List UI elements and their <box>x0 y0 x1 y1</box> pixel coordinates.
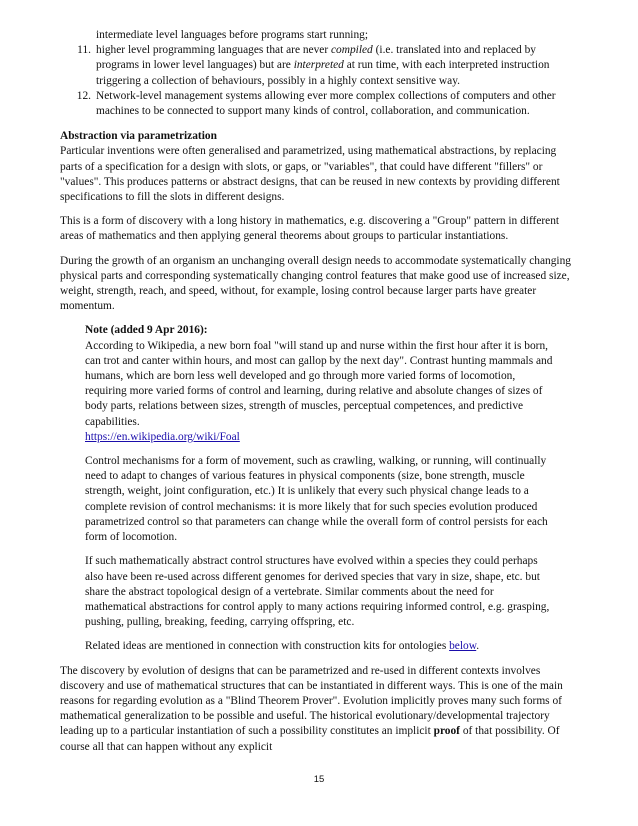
list-item-text: Network-level management systems allowing ever more complex collections of computers and other machines to be connected to support many kinds of control, collaboration, and communication. <box>96 89 556 118</box>
section-heading: Abstraction via parametrization <box>60 130 217 143</box>
note-paragraph-related <box>85 639 553 654</box>
numbered-list <box>60 28 580 119</box>
list-number: 11. <box>77 44 91 57</box>
related-text-end: . <box>476 640 480 653</box>
paragraph-parametrization: Particular inventions were often generalised and parametrized, using mathematical abstractions, by replacing parts of a specification for a design with slots, or gaps, or "variables", that could have different "fillers" or "values". This produces patterns or abstract designs, that can be reused in new contexts by providing different specifications to fill the slots in different designs. <box>60 145 560 204</box>
page-content <box>60 28 580 764</box>
bold-proof: proof <box>433 725 460 738</box>
emphasis-interpreted: interpreted <box>293 59 344 72</box>
final-text: The discovery by evolution of designs that can be parametrized and re-used in different contexts involves discovery and use of mathematical structures that can be instantiated in different ways. This is one of the main reasons for regarding evolution as a "Blind Theorem Prover". Evolution implicitly proves many such forms of mathematical generalization to be possible and useful. The historical evolutionary/developmental trajectory leading up to a particular instantiation of such a possibility constitutes an implicit <box>60 664 563 738</box>
note-block <box>85 323 553 654</box>
page-number: 15 <box>313 774 325 785</box>
related-text: Related ideas are mentioned in connection with construction kits for ontologies <box>85 640 450 653</box>
note-paragraph-abstract-structures: If such mathematically abstract control structures have evolved within a species they could perhaps also have been re-used across different genomes for derived species that vary in size, shape, etc. but share the abstract topological design of a vertebrate. Similar comments about the need for mathematical abstractions for control apply to many actions requiring informed control, e.g. grasping, pushing, pulling, breaking, feeding, carrying offspring, etc. <box>85 555 550 629</box>
list-item-text-a: higher level programming languages that are never <box>96 44 331 57</box>
list-item-text-c: (i.e. translated into and replaced by programs in lower level languages) but are <box>96 44 536 72</box>
note-paragraph-control: Control mechanisms for a form of movement, such as crawling, walking, or running, will continually need to adapt to changes of various features in physical components (size, bone strength, muscle strength, weight, joint configuration, etc.) It is unlikely that every such physical change leads to a complete revision of control mechanisms: it is more likely that for such species evolution produced parametrized control so that parameters can change while the overall form of control persists for each form of locomotion. <box>85 455 548 544</box>
list-item-text-e: at run time, with each interpreted instruction triggering a collection of behaviours, possibly in a highly context sensitive way. <box>96 59 550 87</box>
paragraph-blind-theorem-prover <box>60 664 580 755</box>
list-item-continuation <box>60 28 580 43</box>
note-paragraph-wikipedia: According to Wikipedia, a new born foal "will stand up and nurse within the first hour after it is born, can trot and canter within hours, and most can gallop by the next day". Contrast hunting mammals and humans, which are born less well developed and go through more varied forms of locomotion, requiring more varied forms of control and learning, during relative and absolute changes of sizes of body parts, relations between sizes, strength of muscles, perceptual competences, and predictive capabilities. <box>85 339 553 428</box>
list-item-text: intermediate level languages before programs start running; <box>96 29 369 41</box>
paragraph-organism-growth: During the growth of an organism an unchanging overall design needs to accommodate systematically changing physical parts and corresponding systematically changing control features that make good use of increased size, weight, strength, reach, and speed, without, for example, losing control because larger parts have greater momentum. <box>60 254 571 313</box>
emphasis-compiled: compiled <box>331 44 373 57</box>
below-link[interactable]: below <box>449 640 477 653</box>
list-number: 12. <box>76 89 91 102</box>
final-text-end: of that possibility. Of course all that can happen without any explicit <box>60 725 560 753</box>
list-item-11 <box>60 43 580 89</box>
list-item-12 <box>60 89 580 119</box>
note-title: Note (added 9 Apr 2016): <box>85 324 208 337</box>
wikipedia-foal-link[interactable]: https://en.wikipedia.org/wiki/Foal <box>85 430 240 443</box>
paragraph-group-pattern: This is a form of discovery with a long history in mathematics, e.g. discovering a "Group" pattern in different areas of mathematics and then applying general theorems about groups to particular instantiations. <box>60 215 560 243</box>
